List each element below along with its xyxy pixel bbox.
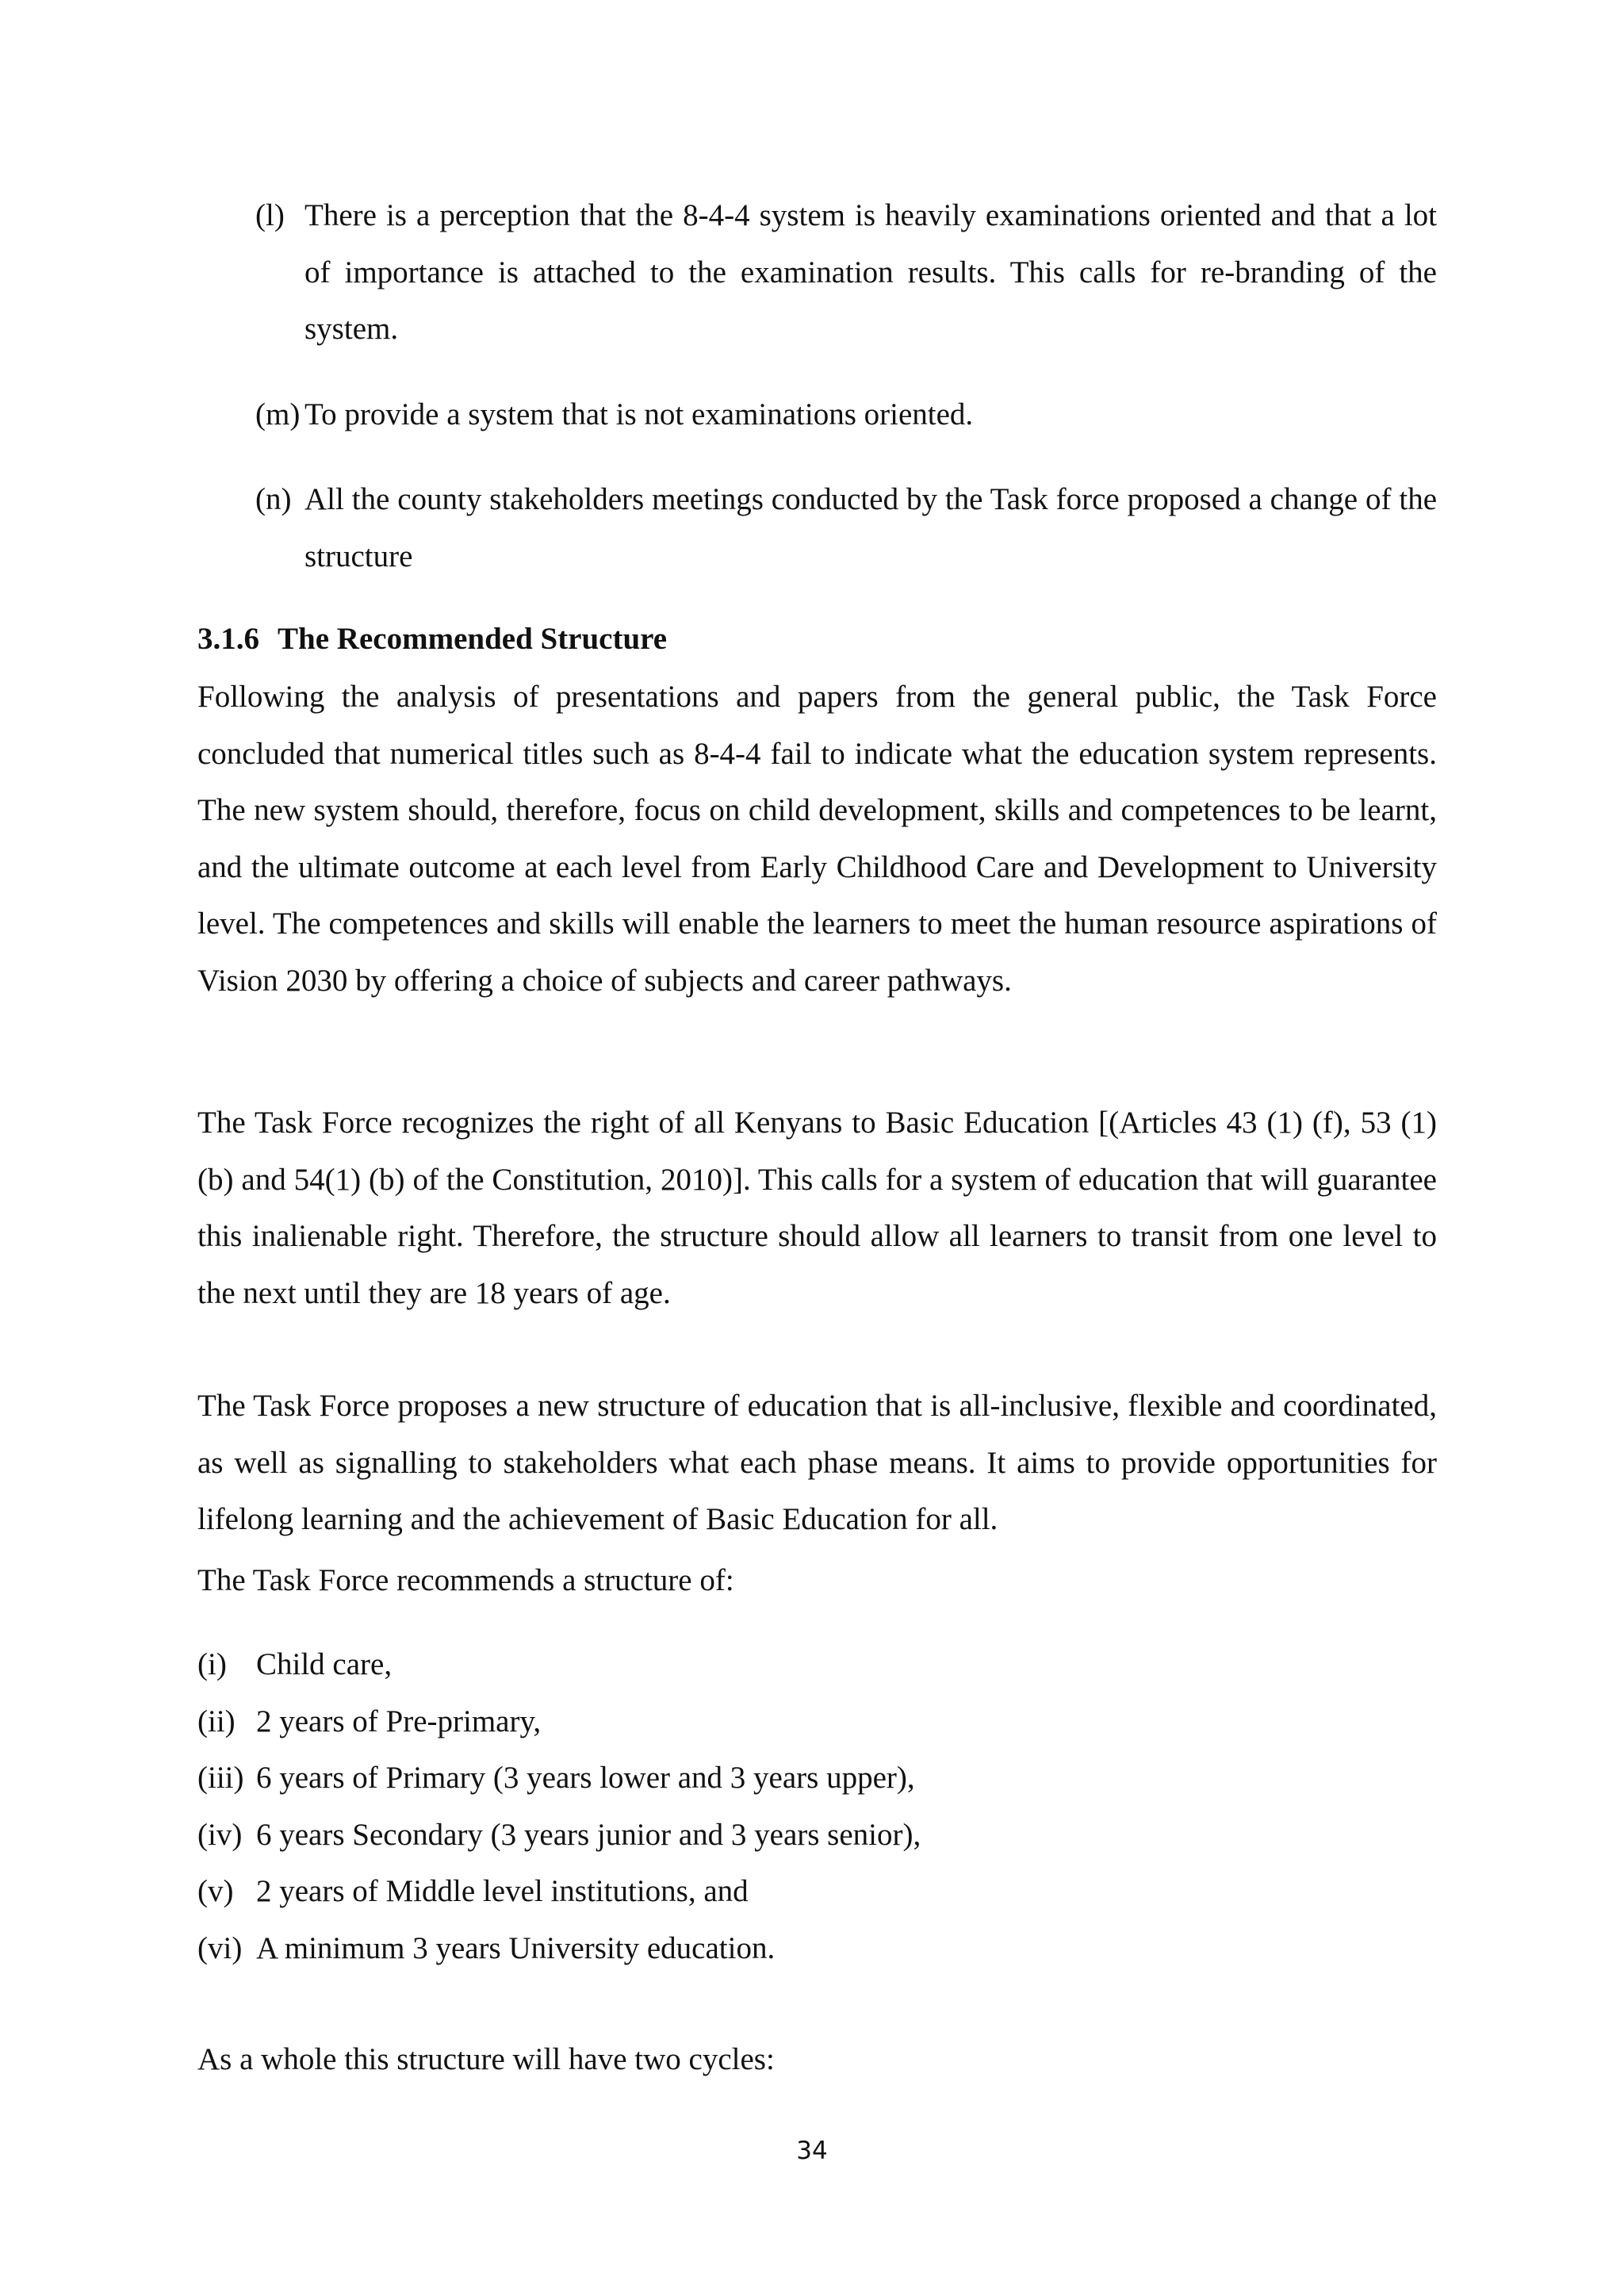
list-item-m (255, 386, 1437, 443)
list-item-text: There is a perception that the 8-4-4 system is heavily examinations oriented and that a lot of importance is attached to the examination results. This calls for re-branding of the system. (304, 198, 1437, 346)
list-item-text: To provide a system that is not examinations oriented. (304, 397, 974, 431)
list-item (197, 1636, 1437, 1693)
list-marker: (iii) (197, 1761, 244, 1795)
section-heading (197, 619, 667, 659)
list-item (197, 1863, 1437, 1920)
list-marker: (ii) (197, 1704, 236, 1738)
paragraph-new-structure: The Task Force proposes a new structure of education that is all-inclusive, flexible and coordinated, as well as signalling to stakeholders what each phase means. It aims to provide opportunities for lifelong learning and the achievement of Basic Education for all. (197, 1389, 1437, 1536)
list-item (197, 1693, 1437, 1750)
list-marker: (m) (255, 397, 301, 431)
closing-line: As a whole this structure will have two cycles: (197, 2042, 775, 2076)
list-item-n (255, 471, 1437, 585)
section-title: The Recommended Structure (278, 622, 668, 656)
paragraph-right-to-education: The Task Force recognizes the right of all Kenyans to Basic Education [(Articles 43 (1) (f), 53 (1) (b) and 54(1) (b) of the Constitution, 2010)]. This calls for a system of education that will guarantee this inalienable right. Therefore, the structure should allow all learners to transit from one level to the next until they are 18 years of age. (197, 1106, 1437, 1310)
list-item-text: 2 years of Pre-primary, (256, 1704, 542, 1738)
list-item-text: All the county stakeholders meetings conducted by the Task force proposed a change of the structure (304, 482, 1437, 573)
list-item (197, 1807, 1437, 1864)
structure-list (197, 1636, 1437, 1976)
list-marker: (vi) (197, 1930, 243, 1965)
paragraph-analysis: Following the analysis of presentations and papers from the general public, the Task Force concluded that numerical titles such as 8-4-4 fail to indicate what the education system represents. The new system should, therefore, focus on child development, skills and competences to be learnt, and the ultimate outcome at each level from Early Childhood Care and Development to University level. The competences and skills will enable the learners to meet the human resource aspirations of Vision 2030 by offering a choice of subjects and career pathways. (197, 680, 1437, 998)
page-number: 34 (796, 2137, 828, 2165)
list-marker: (n) (255, 482, 292, 516)
list-item (197, 1750, 1437, 1807)
list-item-text: 2 years of Middle level institutions, and (256, 1874, 749, 1908)
list-item-text: 6 years of Primary (3 years lower and 3 years upper), (256, 1761, 915, 1795)
section-number: 3.1.6 (197, 622, 259, 656)
list-item-text: A minimum 3 years University education. (256, 1930, 776, 1965)
list-marker: (v) (197, 1874, 234, 1908)
list-item (197, 1920, 1437, 1977)
list-marker: (iv) (197, 1817, 243, 1852)
list-item-l (255, 187, 1437, 358)
list-item-text: Child care, (256, 1647, 393, 1681)
list-item-text: 6 years Secondary (3 years junior and 3 years senior), (256, 1817, 921, 1852)
list-marker: (l) (255, 198, 285, 232)
list-marker: (i) (197, 1647, 227, 1681)
paragraph-recommends: The Task Force recommends a structure of: (197, 1563, 734, 1597)
